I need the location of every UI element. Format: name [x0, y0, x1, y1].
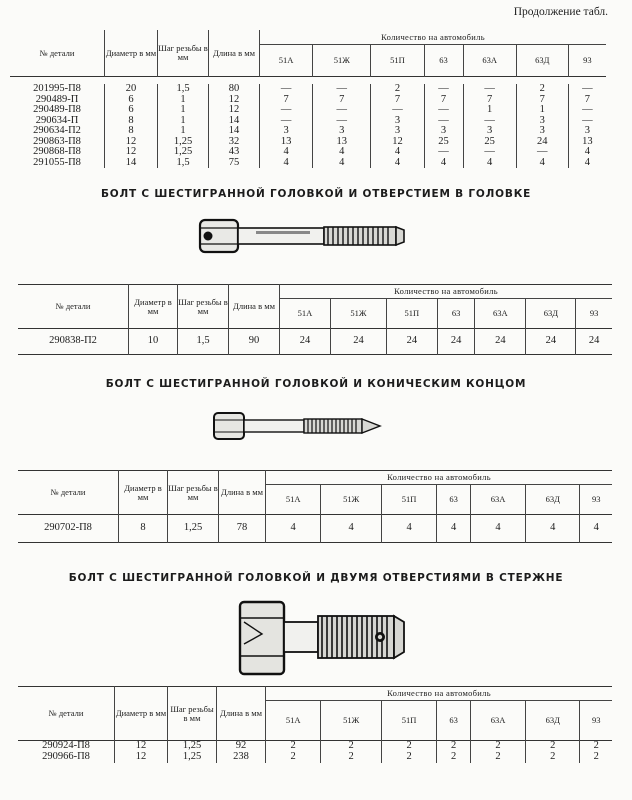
section-title-conical-end: БОЛТ С ШЕСТИГРАННОЙ ГОЛОВКОЙ И КОНИЧЕСКИМ КОНЦОМ [105, 378, 527, 390]
header-model: 63 [437, 299, 475, 329]
quantity-value: 4 [470, 515, 525, 543]
diameter-value: 10 [129, 329, 178, 355]
quantity-value: — [260, 105, 313, 116]
quantity-value: — [424, 116, 463, 127]
header-model: 51Ж [331, 299, 387, 329]
quantity-value: 2 [321, 752, 382, 763]
quantity-value: — [313, 105, 371, 116]
table-3 [18, 470, 612, 543]
diameter-value: 6 [105, 105, 158, 116]
quantity-value: 1 [516, 105, 568, 116]
table-2 [18, 284, 612, 355]
header-length: Длина в мм [229, 285, 280, 329]
quantity-value: — [260, 84, 313, 95]
part-number: 290863-П8 [10, 137, 105, 148]
bolt-with-conical-end-illustration [212, 410, 392, 442]
header-model: 51П [381, 701, 436, 741]
header-model: 93 [583, 54, 592, 65]
diameter-value: 14 [105, 158, 158, 169]
quantity-value: 25 [463, 137, 516, 148]
part-number: 290634-П2 [10, 126, 105, 137]
quantity-value: 3 [424, 126, 463, 137]
quantity-value: — [424, 105, 463, 116]
table-top-spacer [10, 76, 606, 84]
part-number: 290868-П8 [10, 147, 105, 158]
quantity-value: 13 [260, 137, 313, 148]
header-model: 51А [266, 701, 321, 741]
quantity-value: 7 [516, 95, 568, 106]
diameter-value: 20 [105, 84, 158, 95]
quantity-value: 13 [313, 137, 371, 148]
header-diameter: Диаметр в мм [105, 30, 158, 76]
pitch-value: 1 [158, 116, 209, 127]
header-model: 63Д [526, 299, 576, 329]
quantity-value: 3 [313, 126, 371, 137]
quantity-value: 3 [260, 126, 313, 137]
table-row [10, 105, 606, 116]
quantity-value: — [582, 114, 593, 126]
header-model: 51П [371, 44, 424, 76]
quantity-value: 24 [331, 329, 387, 355]
quantity-value: 2 [470, 752, 525, 763]
quantity-value: 2 [381, 752, 436, 763]
table-row [10, 126, 606, 137]
table-row [10, 84, 606, 95]
bolt-with-two-holes-in-shank-illustration [236, 600, 416, 676]
pitch-value: 1,25 [158, 147, 209, 158]
quantity-value: — [463, 84, 516, 95]
quantity-value: 2 [470, 741, 525, 752]
header-model: 63 [437, 701, 471, 741]
quantity-value: 2 [526, 752, 580, 763]
continuation-label: Продолжение табл. [513, 6, 608, 18]
table-4 [18, 686, 612, 763]
header-model: 63Д [526, 701, 580, 741]
quantity-value: 7 [424, 95, 463, 106]
quantity-value: — [260, 116, 313, 127]
header-model: 51Ж [321, 701, 382, 741]
quantity-value: 2 [321, 741, 382, 752]
quantity-value: 25 [424, 137, 463, 148]
header-part-no: № детали [10, 30, 105, 76]
header-length: Длина в мм [217, 687, 266, 741]
quantity-value: 4 [526, 515, 580, 543]
table-1 [10, 30, 606, 168]
pitch-value: 1,5 [178, 329, 229, 355]
header-model: 51Ж [313, 44, 371, 76]
quantity-value: — [516, 147, 568, 158]
header-pitch: Шаг резьбы в мм [158, 30, 209, 76]
section-title-two-holes: БОЛТ С ШЕСТИГРАННОЙ ГОЛОВКОЙ И ДВУМЯ ОТВЕРСТИЯМИ В СТЕРЖНЕ [68, 572, 564, 584]
header-model: 63Д [526, 485, 580, 515]
length-value: 238 [217, 752, 266, 763]
quantity-value: 2 [516, 84, 568, 95]
header-model: 51А [260, 44, 313, 76]
header-model: 63А [470, 701, 525, 741]
header-model: 63А [475, 299, 526, 329]
table-row [10, 116, 606, 127]
header-quantity: Количество на автомобиль [266, 687, 613, 701]
quantity-value: 24 [386, 329, 437, 355]
quantity-value: — [582, 83, 593, 94]
quantity-value: 4 [371, 158, 424, 169]
quantity-value: 3 [584, 125, 591, 136]
pitch-value: 1,5 [158, 84, 209, 95]
header-part-no: № детали [18, 687, 115, 741]
header-length: Длина в мм [219, 471, 266, 515]
pitch-value: 1 [158, 126, 209, 137]
length-value: 75 [209, 158, 260, 169]
section-title-head-hole: БОЛТ С ШЕСТИГРАННОЙ ГОЛОВКОЙ И ОТВЕРСТИЕМ В ГОЛОВКЕ [100, 188, 532, 200]
quantity-value: 2 [381, 741, 436, 752]
diameter-value: 8 [119, 515, 168, 543]
quantity-value: 4 [516, 158, 568, 169]
quantity-value: 7 [313, 95, 371, 106]
quantity-value: 4 [463, 158, 516, 169]
header-pitch: Шаг резьбы в мм [178, 285, 229, 329]
quantity-value: 3 [371, 126, 424, 137]
quantity-value: 3 [463, 126, 516, 137]
quantity-value: 4 [584, 156, 591, 168]
diameter-value: 8 [105, 116, 158, 127]
quantity-value: 24 [516, 137, 568, 148]
quantity-value: — [463, 147, 516, 158]
header-model: 51П [381, 485, 436, 515]
table-row [10, 147, 606, 158]
length-value: 12 [209, 95, 260, 106]
header-model: 93 [591, 494, 601, 505]
length-value: 32 [209, 137, 260, 148]
length-value: 12 [209, 105, 260, 116]
header-model: 63 [437, 485, 471, 515]
quantity-value: 2 [526, 741, 580, 752]
header-pitch: Шаг резьбы в мм [168, 471, 219, 515]
bolt-with-hole-in-head-illustration [196, 214, 416, 258]
table-row [10, 95, 606, 106]
header-model: 93 [591, 715, 601, 726]
quantity-value: 24 [475, 329, 526, 355]
quantity-value: — [424, 84, 463, 95]
pitch-value: 1,25 [168, 741, 217, 752]
length-value: 78 [219, 515, 266, 543]
table-row [18, 752, 612, 763]
quantity-value: — [313, 84, 371, 95]
header-model: 93 [589, 308, 599, 319]
quantity-value: 7 [584, 93, 591, 105]
header-model: 51А [266, 485, 321, 515]
part-number: 290489-П8 [10, 105, 105, 116]
part-number: 290489-П [10, 95, 105, 106]
length-value: 80 [209, 84, 260, 95]
quantity-value: 2 [593, 740, 599, 751]
header-diameter: Диаметр в мм [115, 687, 168, 741]
quantity-value: 2 [371, 84, 424, 95]
quantity-value: 3 [516, 116, 568, 127]
header-model: 63А [470, 485, 525, 515]
quantity-value: 4 [371, 147, 424, 158]
diameter-value: 12 [115, 752, 168, 763]
quantity-value: — [371, 105, 424, 116]
quantity-value: 4 [437, 515, 471, 543]
quantity-value: 13 [582, 135, 593, 147]
diameter-value: 8 [105, 126, 158, 137]
header-diameter: Диаметр в мм [129, 285, 178, 329]
quantity-value: — [463, 116, 516, 127]
header-part-no: № детали [18, 285, 129, 329]
header-model: 63Д [516, 44, 568, 76]
diameter-value: 6 [105, 95, 158, 106]
quantity-value: 4 [593, 522, 599, 534]
part-number: 291055-П8 [10, 158, 105, 169]
quantity-value: 3 [516, 126, 568, 137]
quantity-value: 2 [266, 741, 321, 752]
part-number: 290838-П2 [18, 329, 129, 355]
quantity-value: — [424, 147, 463, 158]
quantity-value: 4 [584, 146, 591, 157]
table-row [18, 329, 612, 355]
header-model: 63 [424, 44, 463, 76]
quantity-value: 4 [424, 158, 463, 169]
quantity-value: 7 [463, 95, 516, 106]
quantity-value: 4 [266, 515, 321, 543]
length-value: 14 [209, 116, 260, 127]
part-number: 290924-П8 [18, 741, 115, 752]
part-number: 201995-П8 [10, 84, 105, 95]
quantity-value: 2 [437, 752, 471, 763]
quantity-value: 2 [593, 750, 599, 762]
header-quantity: Количество на автомобиль [266, 471, 613, 485]
table-row [10, 158, 606, 169]
quantity-value: 4 [321, 515, 382, 543]
quantity-value: 7 [260, 95, 313, 106]
header-length: Длина в мм [209, 30, 260, 76]
diameter-value: 12 [105, 137, 158, 148]
pitch-value: 1,25 [168, 515, 219, 543]
length-value: 43 [209, 147, 260, 158]
header-model: 51А [280, 299, 331, 329]
header-model: 51П [386, 299, 437, 329]
pitch-value: 1,25 [168, 752, 217, 763]
quantity-value: 4 [381, 515, 436, 543]
quantity-value: 12 [371, 137, 424, 148]
table-row [18, 515, 612, 543]
diameter-value: 12 [115, 741, 168, 752]
part-number: 290702-П8 [18, 515, 119, 543]
part-number: 290966-П8 [18, 752, 115, 763]
header-part-no: № детали [18, 471, 119, 515]
table-row [10, 137, 606, 148]
pitch-value: 1,25 [158, 137, 209, 148]
pitch-value: 1 [158, 95, 209, 106]
header-quantity: Количество на автомобиль [280, 285, 613, 299]
quantity-value: 3 [371, 116, 424, 127]
quantity-value: 4 [313, 158, 371, 169]
quantity-value: — [582, 104, 593, 115]
part-number: 290634-П [10, 116, 105, 127]
quantity-value: 4 [260, 147, 313, 158]
length-value: 92 [217, 741, 266, 752]
header-model: 63А [463, 44, 516, 76]
quantity-value: 1 [463, 105, 516, 116]
quantity-value: — [313, 116, 371, 127]
table-row [18, 741, 612, 752]
header-quantity: Количество на автомобиль [260, 30, 607, 44]
quantity-value: 24 [280, 329, 331, 355]
length-value: 14 [209, 126, 260, 137]
diameter-value: 12 [105, 147, 158, 158]
quantity-value: 2 [437, 741, 471, 752]
header-model: 51Ж [321, 485, 382, 515]
pitch-value: 1,5 [158, 158, 209, 169]
header-diameter: Диаметр в мм [119, 471, 168, 515]
quantity-value: 4 [260, 158, 313, 169]
quantity-value: 2 [266, 752, 321, 763]
length-value: 90 [229, 329, 280, 355]
quantity-value: 24 [437, 329, 475, 355]
quantity-value: 24 [526, 329, 576, 355]
quantity-value: 7 [371, 95, 424, 106]
quantity-value: 24 [588, 335, 600, 347]
quantity-value: 4 [313, 147, 371, 158]
header-pitch: Шаг резьбы в мм [168, 687, 217, 741]
pitch-value: 1 [158, 105, 209, 116]
